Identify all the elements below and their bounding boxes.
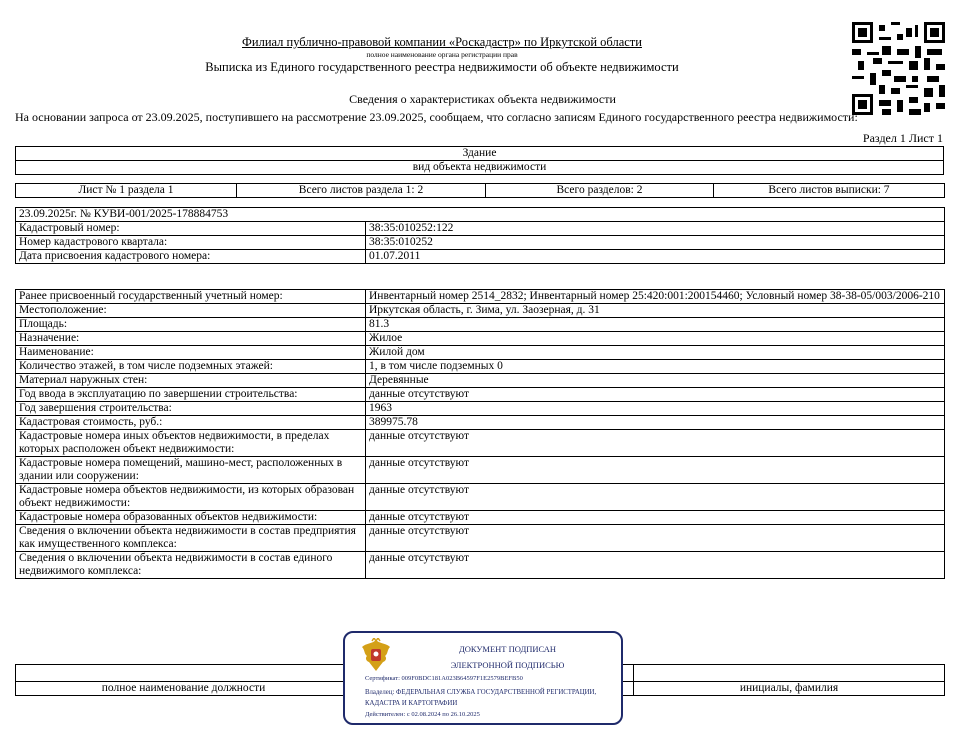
row-value: данные отсутствуют (366, 484, 945, 511)
row-label: Номер кадастрового квартала: (16, 236, 366, 250)
row-value: Иркутская область, г. Зима, ул. Заозерная, д. 31 (366, 304, 945, 318)
org-name-text: Филиал публично-правовой компании «Роскадастр» по Иркутской области (242, 35, 642, 49)
basis-text: На основании запроса от 23.09.2025, поступившего на рассмотрение 23.09.2025, сообщаем, что согласно записям Единого государственного реестра недвижимости: (15, 110, 858, 124)
row-value: 38:35:010252:122 (366, 222, 945, 236)
table-row (16, 374, 945, 388)
table-row (16, 416, 945, 430)
row-label: Материал наружных стен: (16, 374, 366, 388)
row-value: 1963 (366, 402, 945, 416)
row-value: Жилой дом (366, 346, 945, 360)
row-label: Наименование: (16, 346, 366, 360)
table-row (16, 525, 945, 552)
table-row (16, 250, 945, 264)
cadastral-main-table (15, 207, 945, 264)
table-row (16, 290, 945, 304)
sheet-number: Лист № 1 раздела 1 (16, 184, 237, 198)
row-value: 1, в том числе подземных 0 (366, 360, 945, 374)
org-caption: полное наименование органа регистрации прав (366, 50, 518, 59)
row-label: Год ввода в эксплуатацию по завершении строительства: (16, 388, 366, 402)
table-row (16, 318, 945, 332)
position-caption: полное наименование должности (16, 682, 352, 696)
section-title: Сведения о характеристиках объекта недвижимости (349, 92, 616, 106)
e-signature-stamp (343, 631, 623, 725)
row-value: данные отсутствуют (366, 457, 945, 484)
row-label: Назначение: (16, 332, 366, 346)
row-label: Площадь: (16, 318, 366, 332)
row-label: Кадастровая стоимость, руб.: (16, 416, 366, 430)
table-row (16, 552, 945, 579)
coat-of-arms-icon (359, 638, 393, 674)
row-label: Год завершения строительства: (16, 402, 366, 416)
stamp-validity: Действителен: с 02.08.2024 по 26.10.2025 (365, 711, 480, 718)
row-value: данные отсутствуют (366, 430, 945, 457)
stamp-subtitle: ЭЛЕКТРОННОЙ ПОДПИСЬЮ (450, 660, 565, 670)
row-label: Кадастровый номер: (16, 222, 366, 236)
stamp-title: ДОКУМЕНТ ПОДПИСАН (458, 644, 557, 654)
object-kind-table (15, 146, 944, 175)
stamp-owner: Владелец: ФЕДЕРАЛЬНАЯ СЛУЖБА ГОСУДАРСТВЕННОЙ РЕГИСТРАЦИИ, КАДАСТРА И КАРТОГРАФИИ (365, 689, 597, 707)
document-title: Выписка из Единого государственного реестра недвижимости об объекте недвижимости (205, 60, 679, 74)
row-value: Деревянные (366, 374, 945, 388)
sections-total: Всего разделов: 2 (486, 184, 714, 198)
extract-sheets-total: Всего листов выписки: 7 (714, 184, 945, 198)
table-row (16, 402, 945, 416)
row-label: Сведения о включении объекта недвижимости в состав единого недвижимого комплекса: (16, 552, 366, 579)
row-label: Кадастровые номера объектов недвижимости, из которых образован объект недвижимости: (16, 484, 366, 511)
row-value: Жилое (366, 332, 945, 346)
table-row (16, 346, 945, 360)
row-value: данные отсутствуют (366, 552, 945, 579)
object-kind: Здание (16, 147, 944, 161)
table-row (16, 360, 945, 374)
row-label: Кадастровые номера образованных объектов недвижимости: (16, 511, 366, 525)
row-value: данные отсутствуют (366, 511, 945, 525)
row-value: данные отсутствуют (366, 525, 945, 552)
name-cell (634, 665, 945, 682)
section-sheet-label: Раздел 1 Лист 1 (862, 131, 943, 145)
row-label: Кадастровые номера помещений, машино-мест, расположенных в здании или сооружении: (16, 457, 366, 484)
document-number: 23.09.2025г. № КУВИ-001/2025-178884753 (16, 208, 945, 222)
section-sheets-total: Всего листов раздела 1: 2 (237, 184, 486, 198)
stamp-certificate: Сертификат: 009F0BDC181A023B64597F1E2579BEFB50 (365, 675, 523, 682)
table-row (16, 457, 945, 484)
row-label: Местоположение: (16, 304, 366, 318)
row-label: Количество этажей, в том числе подземных этажей: (16, 360, 366, 374)
name-caption: инициалы, фамилия (634, 682, 945, 696)
row-label: Сведения о включении объекта недвижимости в состав предприятия как имущественного комплекса: (16, 525, 366, 552)
characteristics-table (15, 289, 945, 579)
table-row (16, 484, 945, 511)
table-row (16, 236, 945, 250)
table-row (16, 304, 945, 318)
row-value: 38:35:010252 (366, 236, 945, 250)
row-value: 389975.78 (366, 416, 945, 430)
row-value: данные отсутствуют (366, 388, 945, 402)
row-value: 01.07.2011 (366, 250, 945, 264)
row-label: Ранее присвоенный государственный учетный номер: (16, 290, 366, 304)
row-value: 81.3 (366, 318, 945, 332)
org-name (0, 35, 884, 50)
table-row (16, 430, 945, 457)
object-kind-caption: вид объекта недвижимости (16, 161, 944, 175)
row-label: Дата присвоения кадастрового номера: (16, 250, 366, 264)
table-row (16, 388, 945, 402)
table-row (16, 511, 945, 525)
table-row (16, 332, 945, 346)
position-cell (16, 665, 352, 682)
sheet-info-table (15, 183, 945, 198)
table-row (16, 222, 945, 236)
row-value: Инвентарный номер 2514_2832; Инвентарный номер 25:420:001:200154460; Условный номер 38-38-05/003/2006-210 (366, 290, 945, 304)
row-label: Кадастровые номера иных объектов недвижимости, в пределах которых расположен объект недвижимости: (16, 430, 366, 457)
